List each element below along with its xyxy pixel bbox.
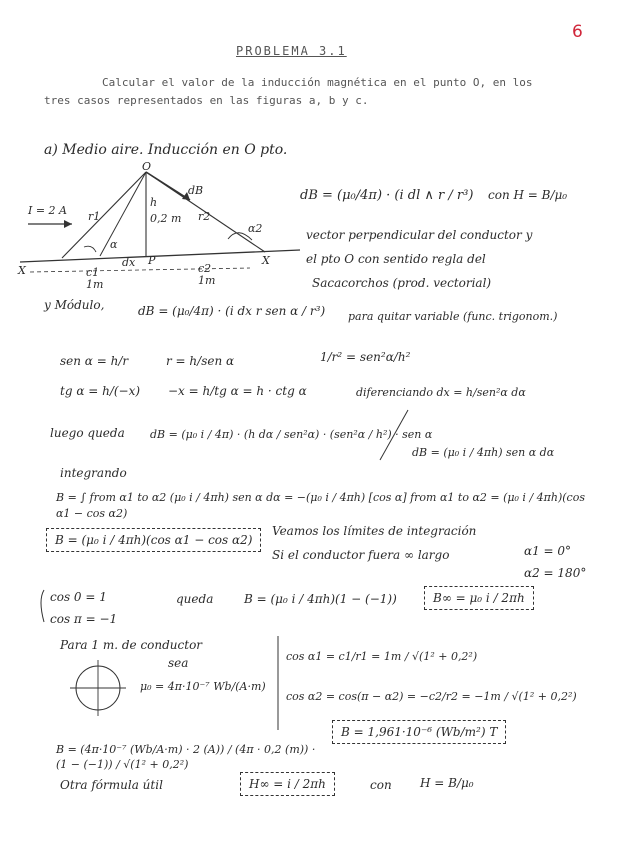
cos-alpha2-eq: cos α2 = cos(π − α2) = −c2/r2 = −1m / √(1² + 0,2²) <box>286 690 577 703</box>
eq-numeric-result: B = 1,961·10⁻⁶ (Wb/m²) T <box>332 720 506 744</box>
diff-note: diferenciando dx = h/sen²α dα <box>356 386 526 399</box>
eq-biot-savart: dB = (μ₀/4π) · (i dl ∧ r / r³) <box>300 188 474 203</box>
integrando-label: integrando <box>60 466 127 480</box>
diagram-label-alpha: α <box>110 238 118 251</box>
luego-label: luego queda <box>50 426 125 440</box>
eq-sen: sen α = h/r <box>60 354 129 368</box>
variable-note: para quitar variable (func. trigonom.) <box>348 310 558 323</box>
diagram-label-r1: r1 <box>88 210 101 223</box>
page-number: 6 <box>572 22 583 42</box>
queda-label: queda <box>176 592 214 606</box>
con-label: con <box>370 778 392 792</box>
diagram-label-1m: 1m <box>86 278 104 291</box>
problem-title: PROBLEMA 3.1 <box>236 44 347 58</box>
eq-luego: dB = (μ₀ i / 4π) · (h dα / sen²α) · (sen²α / h²) · sen α <box>150 428 433 441</box>
sea-label: sea <box>168 656 189 670</box>
eq-boxed-result: B = (μ₀ i / 4πh)(cos α1 − cos α2) <box>46 528 261 552</box>
diagram-label-o: O <box>142 160 152 173</box>
eq-modulo: dB = (μ₀/4π) · (i dx r sen α / r³) <box>138 304 326 318</box>
vector-note-2: el pto O con sentido regla del <box>306 252 486 266</box>
diagram-label-x-right: X <box>262 254 270 267</box>
eq-h-infinite: H∞ = i / 2πh <box>240 772 335 796</box>
diagram-label-c2: c2 <box>198 262 212 275</box>
modulo-label: y Módulo, <box>44 298 105 312</box>
mu0-value: μ₀ = 4π·10⁻⁷ Wb/(A·m) <box>140 680 266 693</box>
diagram-label-p: P <box>148 254 156 267</box>
para-1m-note: Para 1 m. de conductor <box>60 638 203 652</box>
diagram-label-x-left: X <box>18 264 26 277</box>
eq-tg: tg α = h/(−x) <box>60 384 141 398</box>
diagram-label-alpha2: α2 <box>248 222 263 235</box>
eq-infinite-box: B∞ = μ₀ i / 2πh <box>424 586 534 610</box>
diagram-label-db: dB <box>188 184 204 197</box>
eq-luego-result: dB = (μ₀ i / 4πh) sen α dα <box>412 446 555 459</box>
eq-numeric: B = (4π·10⁻⁷ (Wb/A·m) · 2 (A)) / (4π · 0,2 (m)) · (1 − (−1)) / √(1² + 0,2²) <box>56 743 316 771</box>
diagram-label-dx: dx <box>122 256 136 269</box>
cos-zero: cos 0 = 1 <box>50 590 107 604</box>
eq-h-relation: con H = B/μ₀ <box>488 188 568 202</box>
eq-inv-r2: 1/r² = sen²α/h² <box>320 350 411 364</box>
diagram-label-current: I = 2 A <box>28 204 67 217</box>
diagram-label-02m: 0,2 m <box>150 212 182 225</box>
vector-note-3: Sacacorchos (prod. vectorial) <box>312 276 492 290</box>
statement-text: Calcular el valor de la inducción magnética en el punto O, en los tres casos representados en las figuras a, b y c. <box>44 76 533 107</box>
section-a-heading: a) Medio aire. Inducción en O pto. <box>44 142 288 158</box>
eq-integral: B = ∫ from α1 to α2 (μ₀ i / 4πh) sen α dα = −(μ₀ i / 4πh) [cos α] from α1 to α2 = (μ₀ i / 4πh)(cos α1 − cos α2) <box>56 491 585 520</box>
eq-h-def: H = B/μ₀ <box>420 776 474 790</box>
diagram-label-r2: r2 <box>198 210 211 223</box>
eq-infinite: B = (μ₀ i / 4πh)(1 − (−1)) <box>244 592 397 606</box>
vector-note-1: vector perpendicular del conductor y <box>306 228 533 242</box>
cos-alpha1-eq: cos α1 = c1/r1 = 1m / √(1² + 0,2²) <box>286 650 478 663</box>
diagram-label-1m-b: 1m <box>198 274 216 287</box>
diagram-label-c1: c1 <box>86 266 100 279</box>
cos-pi: cos π = −1 <box>50 612 118 626</box>
limit-alpha2: α2 = 180° <box>524 566 587 580</box>
limit-alpha1: α1 = 0° <box>524 544 572 558</box>
eq-r: r = h/sen α <box>166 354 235 368</box>
limits-note-2: Si el conductor fuera ∞ largo <box>272 548 450 562</box>
otra-formula-label: Otra fórmula útil <box>60 778 163 792</box>
limits-note-1: Veamos los límites de integración <box>272 524 477 538</box>
diagram-label-h: h <box>150 196 158 209</box>
eq-x: −x = h/tg α = h · ctg α <box>168 384 307 398</box>
